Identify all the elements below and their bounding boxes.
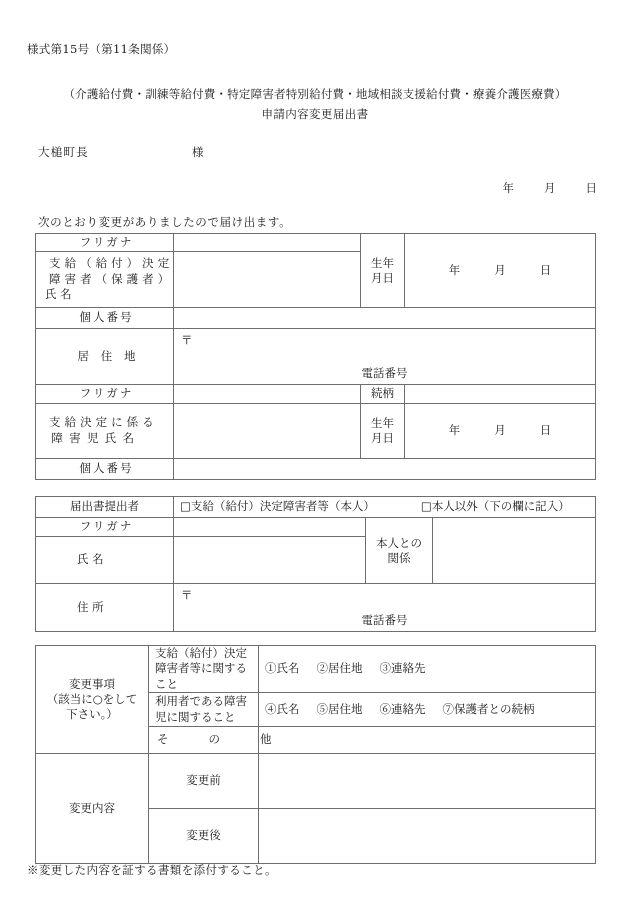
change-options-child xyxy=(259,693,596,727)
submitter-name-input[interactable] xyxy=(174,537,366,584)
table-row xyxy=(36,234,596,252)
table-row xyxy=(36,308,596,329)
recipient-birth-input[interactable] xyxy=(405,234,596,308)
form-title-main: （介護給付費・訓練等給付費・特定障害者特別給付費・地域相談支援給付費・療養介護医療費） xyxy=(63,87,567,101)
change-content-label: 変更内容 xyxy=(36,754,149,864)
change-category-recipient: 支給（給付）決定障害者等に関すること xyxy=(149,646,259,693)
child-mynumber-label: 個人番号 xyxy=(36,459,174,480)
child-furigana-input[interactable] xyxy=(174,385,361,404)
change-option-2[interactable]: ②居住地 xyxy=(316,661,363,676)
submitter-relation-label: 本人との 関係 xyxy=(366,518,433,584)
table-row xyxy=(36,459,596,480)
recipient-mynumber-input[interactable] xyxy=(174,308,596,329)
postal-code-icon: 〒 xyxy=(181,333,193,347)
submitter-furigana-label: フリガナ xyxy=(36,518,174,537)
footer-note: ※変更した内容を証する書類を添付すること。 xyxy=(27,863,277,877)
recipient-furigana-label: フリガナ xyxy=(36,234,174,252)
submitter-header-label: 届出書提出者 xyxy=(36,497,174,518)
lead-statement: 次のとおり変更がありましたので届け出ます。 xyxy=(38,215,292,229)
submitter-address-label: 住 所 xyxy=(36,584,174,632)
change-options-recipient xyxy=(259,646,596,693)
recipient-birth-year-label: 年 xyxy=(448,262,461,277)
recipient-name-label: 支給（給付）決定 障害者（保護者） 氏 名 xyxy=(36,252,174,308)
recipient-birth-label: 生年 月日 xyxy=(361,234,405,308)
change-items-label: 変更事項 （該当に○をして 下さい。） xyxy=(36,646,149,754)
table-row xyxy=(36,404,596,459)
table-row xyxy=(36,584,596,632)
date-year-label: 年 xyxy=(502,181,514,195)
child-birth-year-label: 年 xyxy=(448,423,461,438)
child-birth-label: 生年 月日 xyxy=(361,404,405,459)
change-after-input[interactable] xyxy=(259,809,596,864)
change-before-input[interactable] xyxy=(259,754,596,809)
change-option-1[interactable]: ①氏名 xyxy=(265,661,300,676)
change-category-child: 利用者である障害児に関すること xyxy=(149,693,259,727)
addressee-name: 大槌町長 xyxy=(38,145,89,159)
change-table xyxy=(35,645,596,864)
change-option-7[interactable]: ⑦保護者との続柄 xyxy=(442,701,535,716)
submitter-furigana-input[interactable] xyxy=(174,518,366,537)
date-month-label: 月 xyxy=(544,181,556,195)
submission-date-line xyxy=(503,180,598,196)
change-other-input[interactable] xyxy=(259,727,596,754)
submitter-name-label: 氏 名 xyxy=(36,537,174,584)
change-before-label: 変更前 xyxy=(149,754,259,809)
child-relation-input[interactable] xyxy=(405,385,596,404)
change-after-label: 変更後 xyxy=(149,809,259,864)
change-option-6[interactable]: ⑥連絡先 xyxy=(379,701,426,716)
table-row xyxy=(36,385,596,404)
postal-code-icon: 〒 xyxy=(181,588,193,602)
child-mynumber-input[interactable] xyxy=(174,459,596,480)
change-option-4[interactable]: ④氏名 xyxy=(265,701,300,716)
table-row xyxy=(36,518,596,537)
change-option-3[interactable]: ③連絡先 xyxy=(379,661,426,676)
recipient-birth-month-label: 月 xyxy=(494,262,506,277)
child-birth-month-label: 月 xyxy=(494,423,506,438)
recipient-table xyxy=(35,233,596,480)
recipient-residence-input[interactable] xyxy=(174,329,596,385)
table-row xyxy=(36,754,596,809)
child-birth-input[interactable] xyxy=(405,404,596,459)
date-day-label: 日 xyxy=(585,181,597,195)
form-number: 様式第15号（第11条関係） xyxy=(27,42,176,56)
submitter-table xyxy=(35,496,596,632)
submitter-relation-input[interactable] xyxy=(433,518,596,584)
change-category-other: そ の 他 xyxy=(149,727,259,754)
checkbox-option-other[interactable]: □本人以外（下の欄に記入） xyxy=(420,499,570,514)
recipient-furigana-input[interactable] xyxy=(174,234,361,252)
addressee-honorific: 様 xyxy=(192,145,204,159)
child-name-label: 支給決定に係る 障害児氏名 xyxy=(36,404,174,459)
child-furigana-label: フリガナ xyxy=(36,385,174,404)
recipient-name-input[interactable] xyxy=(174,252,361,308)
child-name-input[interactable] xyxy=(174,404,361,459)
recipient-mynumber-label: 個人番号 xyxy=(36,308,174,329)
submitter-telephone-label: 電話番号 xyxy=(361,613,408,628)
checkbox-option-self[interactable]: □支給（給付）決定障害者等（本人） xyxy=(180,499,375,514)
child-relation-label: 続柄 xyxy=(361,385,405,404)
change-option-5[interactable]: ⑤居住地 xyxy=(316,701,363,716)
table-row xyxy=(36,646,596,693)
table-row xyxy=(36,497,596,518)
submitter-address-input[interactable] xyxy=(174,584,596,632)
recipient-telephone-label: 電話番号 xyxy=(361,366,408,381)
form-title-sub: 申請内容変更届出書 xyxy=(261,107,369,121)
child-birth-day-label: 日 xyxy=(539,423,552,438)
recipient-birth-day-label: 日 xyxy=(539,262,552,277)
submitter-type-options xyxy=(174,497,596,518)
table-row xyxy=(36,329,596,385)
recipient-residence-label: 居 住 地 xyxy=(36,329,174,385)
